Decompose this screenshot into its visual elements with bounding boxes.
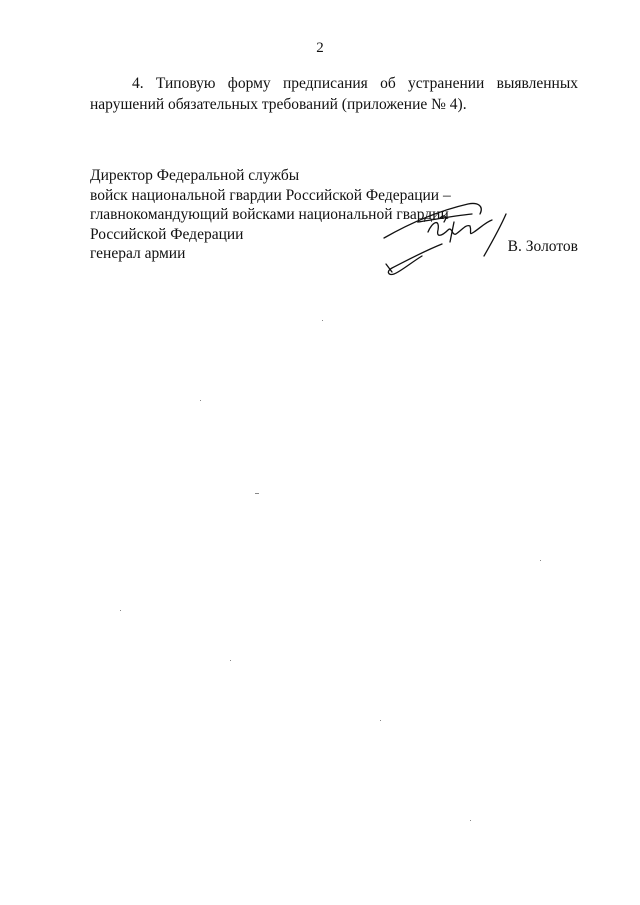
signatory-title-line: Российской Федерации: [90, 225, 244, 243]
page-number: 2: [316, 40, 324, 56]
body-paragraph: [90, 73, 578, 115]
signatory-title-line: Директор Федеральной службы: [90, 167, 300, 184]
signatory-title-line: войск национальной гвардии Российской Федерации –: [90, 186, 451, 204]
paragraph-line-1: 4. Типовую форму предписания об устранении выявленных: [132, 75, 578, 92]
paragraph-line-2: нарушений обязательных требований (приложение № 4).: [90, 96, 467, 113]
signer-name: В. Золотов: [507, 238, 578, 255]
handwritten-signature: [382, 192, 512, 282]
signatory-title-line: генерал армии: [90, 245, 186, 262]
signatory-title-line: главнокомандующий войсками национальной гвардии: [90, 206, 449, 223]
